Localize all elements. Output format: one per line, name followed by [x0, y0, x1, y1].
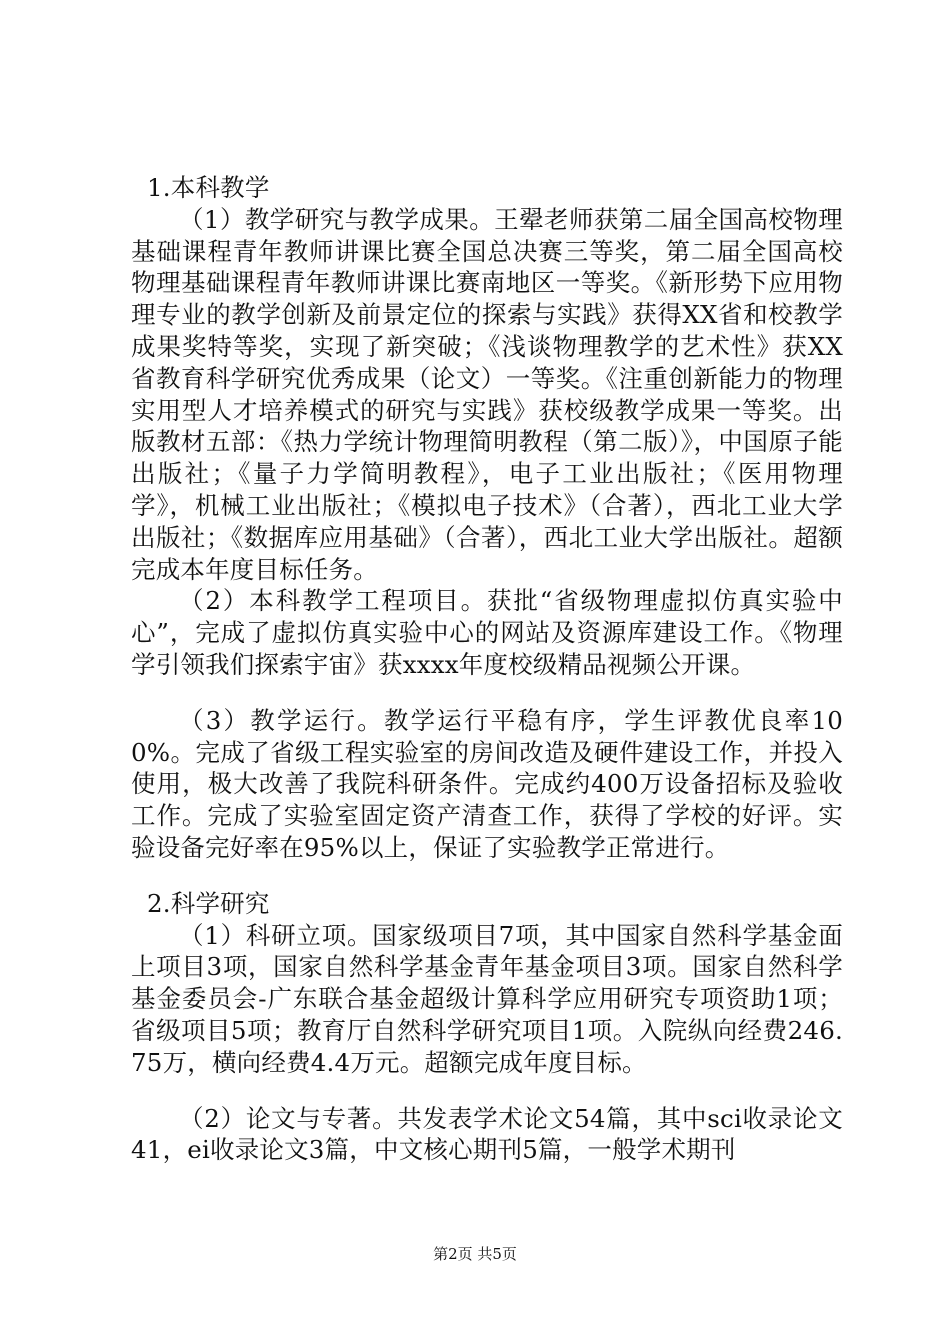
- section-heading-undergraduate-teaching: 1.本科教学: [147, 173, 270, 202]
- paragraph-spacer: [131, 681, 843, 705]
- document-body: [131, 172, 843, 1166]
- paragraph-teaching-engineering-projects: （2）本科教学工程项目。获批“省级物理虚拟仿真实验中心”，完成了虚拟仿真实验中心的网站及资源库建设工作。《物理学引领我们探索宇宙》获xxxx年度校级精品视频公开课。: [131, 586, 843, 679]
- paragraph-papers-and-monographs: （2）论文与专著。共发表学术论文54篇，其中sci收录论文41，ei收录论文3篇，中文核心期刊5篇，一般学术期刊: [131, 1103, 843, 1165]
- paragraph-spacer: [131, 1079, 843, 1103]
- paragraph-teaching-research-results: （1）教学研究与教学成果。王翚老师获第二届全国高校物理基础课程青年教师讲课比赛全国总决赛三等奖，第二届全国高校物理基础课程青年教师讲课比赛南地区一等奖。《新形势下应用物理专业的教学创新及前景定位的探索与实践》获得XX省和校教学成果奖特等奖，实现了新突破；《浅谈物理教学的艺术性》获XX省教育科学研究优秀成果（论文）一等奖。《注重创新能力的物理实用型人才培养模式的研究与实践》获校级教学成果一等奖。出版教材五部：《热力学统计物理简明教程（第二版）》，中国原子能出版社；《量子力学简明教程》，电子工业出版社；《医用物理学》，机械工业出版社；《模拟电子技术》（合著），西北工业大学出版社；《数据库应用基础》（合著），西北工业大学出版社。超额完成本年度目标任务。: [131, 204, 843, 584]
- section-heading-scientific-research: 2.科学研究: [147, 888, 270, 918]
- paragraph-teaching-operation: （3）教学运行。教学运行平稳有序，学生评教优良率100%。完成了省级工程实验室的房间改造及硬件建设工作，并投入使用，极大改善了我院科研条件。完成约400万设备招标及验收工作。完成了实验室固定资产清查工作，获得了学校的好评。实验设备完好率在95%以上，保证了实验教学正常进行。: [131, 705, 843, 862]
- paragraph-spacer: [131, 864, 843, 888]
- page-number-footer: 第2页 共5页: [433, 1245, 517, 1263]
- paragraph-research-projects: （1）科研立项。国家级项目7项，其中国家自然科学基金面上项目3项，国家自然科学基金青年基金项目3项。国家自然科学基金委员会-广东联合基金超级计算科学应用研究专项资助1项；省级项目5项；教育厅自然科学研究项目1项。入院纵向经费246.75万，横向经费4.4万元。超额完成年度目标。: [131, 920, 843, 1077]
